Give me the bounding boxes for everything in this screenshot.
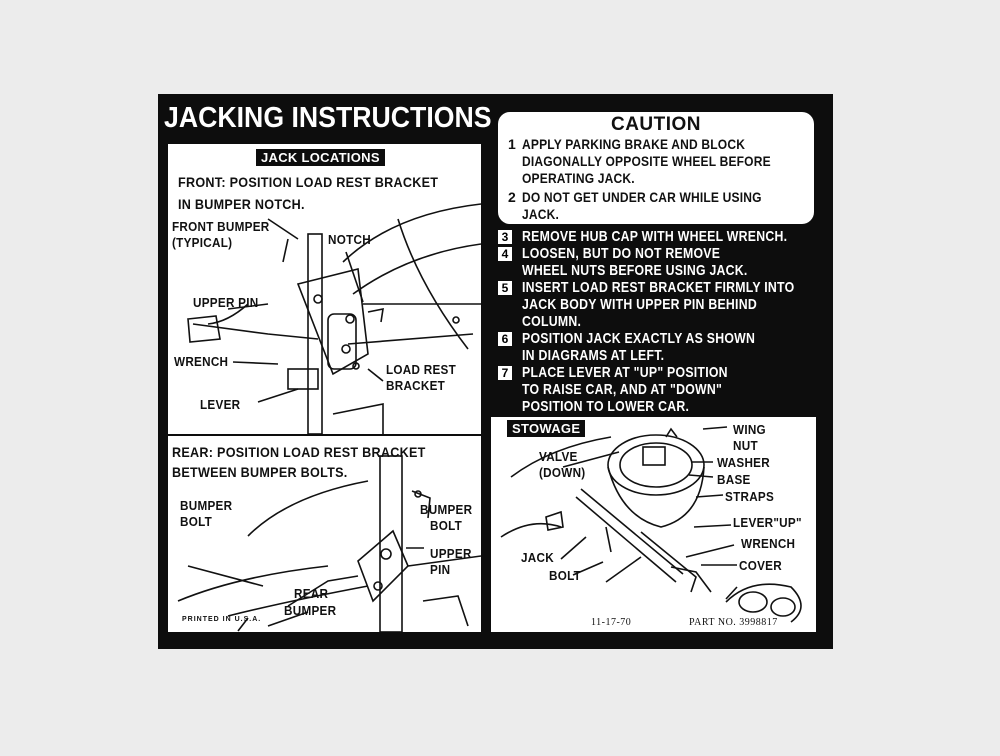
load-rest-label: LOAD REST	[386, 362, 457, 377]
part-number: PART NO. 3998817	[689, 617, 778, 628]
bracket-label: BRACKET	[386, 378, 446, 393]
base-label: BASE	[717, 472, 751, 487]
jacking-instructions-decal	[158, 94, 833, 649]
typical-label: (TYPICAL)	[172, 235, 233, 250]
lever-label: LEVER	[200, 397, 241, 412]
step-6-line-2: IN DIAGRAMS AT LEFT.	[522, 347, 665, 364]
front-instruction-line-1: FRONT: POSITION LOAD REST BRACKET	[178, 174, 439, 190]
jack-locations-tag: JACK LOCATIONS	[256, 149, 385, 166]
wrench-label: WRENCH	[174, 354, 229, 369]
valve-label: VALVE	[539, 449, 578, 464]
lever-up-label: LEVER"UP"	[733, 515, 802, 530]
step-6-number: 6	[498, 332, 512, 346]
stowage-panel	[491, 417, 816, 632]
step-7-number: 7	[498, 366, 512, 380]
upper-pin-rear-label-2: PIN	[430, 562, 451, 577]
step-6-line-1: POSITION JACK EXACTLY AS SHOWN	[522, 330, 756, 347]
stowage-wrench-label: WRENCH	[741, 536, 796, 551]
front-bumper-label: FRONT BUMPER	[172, 219, 270, 234]
caution-item-1-line-2: DIAGONALLY OPPOSITE WHEEL BEFORE	[522, 153, 771, 169]
step-7-line-2: TO RAISE CAR, AND AT "DOWN"	[522, 381, 723, 398]
rear-jack-location-panel	[168, 436, 481, 632]
caution-title: CAUTION	[610, 114, 702, 135]
rear-instruction-line-2: BETWEEN BUMPER BOLTS.	[172, 464, 348, 480]
front-instruction-line-2: IN BUMPER NOTCH.	[178, 196, 305, 212]
rear-bumper-label-2: BUMPER	[284, 603, 337, 618]
caution-item-2-line-1: DO NOT GET UNDER CAR WHILE USING	[522, 189, 762, 205]
nut-label: NUT	[733, 438, 758, 453]
step-4-line-2: WHEEL NUTS BEFORE USING JACK.	[522, 262, 748, 279]
step-4-number: 4	[498, 247, 512, 261]
bumper-bolt-right-label-2: BOLT	[430, 518, 463, 533]
front-jack-location-panel	[168, 144, 481, 434]
printed-in-usa: PRINTED IN U.S.A.	[182, 616, 262, 623]
step-5-line-2: JACK BODY WITH UPPER PIN BEHIND	[522, 296, 757, 313]
stowage-jack-label: JACK	[521, 550, 554, 565]
rear-instruction-line-1: REAR: POSITION LOAD REST BRACKET	[172, 444, 426, 460]
washer-label: WASHER	[717, 455, 770, 470]
decal-date: 11-17-70	[591, 617, 632, 628]
straps-label: STRAPS	[725, 489, 775, 504]
bumper-bolt-right-label-1: BUMPER	[420, 502, 473, 517]
caution-item-2-number: 2	[508, 189, 516, 205]
caution-item-1-line-1: APPLY PARKING BRAKE AND BLOCK	[522, 136, 746, 152]
step-3-number: 3	[498, 230, 512, 244]
step-5-line-1: INSERT LOAD REST BRACKET FIRMLY INTO	[522, 279, 795, 296]
stowage-tag: STOWAGE	[507, 420, 585, 437]
stowage-bolt-label: BOLT	[549, 568, 582, 583]
notch-label: NOTCH	[328, 232, 371, 247]
cover-label: COVER	[739, 558, 782, 573]
step-5-number: 5	[498, 281, 512, 295]
valve-down-label: (DOWN)	[539, 465, 586, 480]
caution-item-1-number: 1	[508, 136, 516, 152]
step-7-line-3: POSITION TO LOWER CAR.	[522, 398, 690, 415]
caution-box	[498, 112, 814, 224]
step-7-line-1: PLACE LEVER AT "UP" POSITION	[522, 364, 728, 381]
step-5-line-3: COLUMN.	[522, 313, 582, 330]
caution-item-1-line-3: OPERATING JACK.	[522, 170, 635, 186]
upper-pin-rear-label-1: UPPER	[430, 546, 472, 561]
decal-title: JACKING INSTRUCTIONS	[164, 102, 492, 134]
bumper-bolt-left-label-1: BUMPER	[180, 498, 233, 513]
caution-item-2-line-2: JACK.	[522, 206, 559, 222]
wing-label: WING	[733, 422, 766, 437]
rear-bumper-label-1: REAR	[294, 586, 329, 601]
step-4-line-1: LOOSEN, BUT DO NOT REMOVE	[522, 245, 721, 262]
bumper-bolt-left-label-2: BOLT	[180, 514, 213, 529]
step-3-line-1: REMOVE HUB CAP WITH WHEEL WRENCH.	[522, 228, 788, 245]
upper-pin-label: UPPER PIN	[193, 295, 259, 310]
